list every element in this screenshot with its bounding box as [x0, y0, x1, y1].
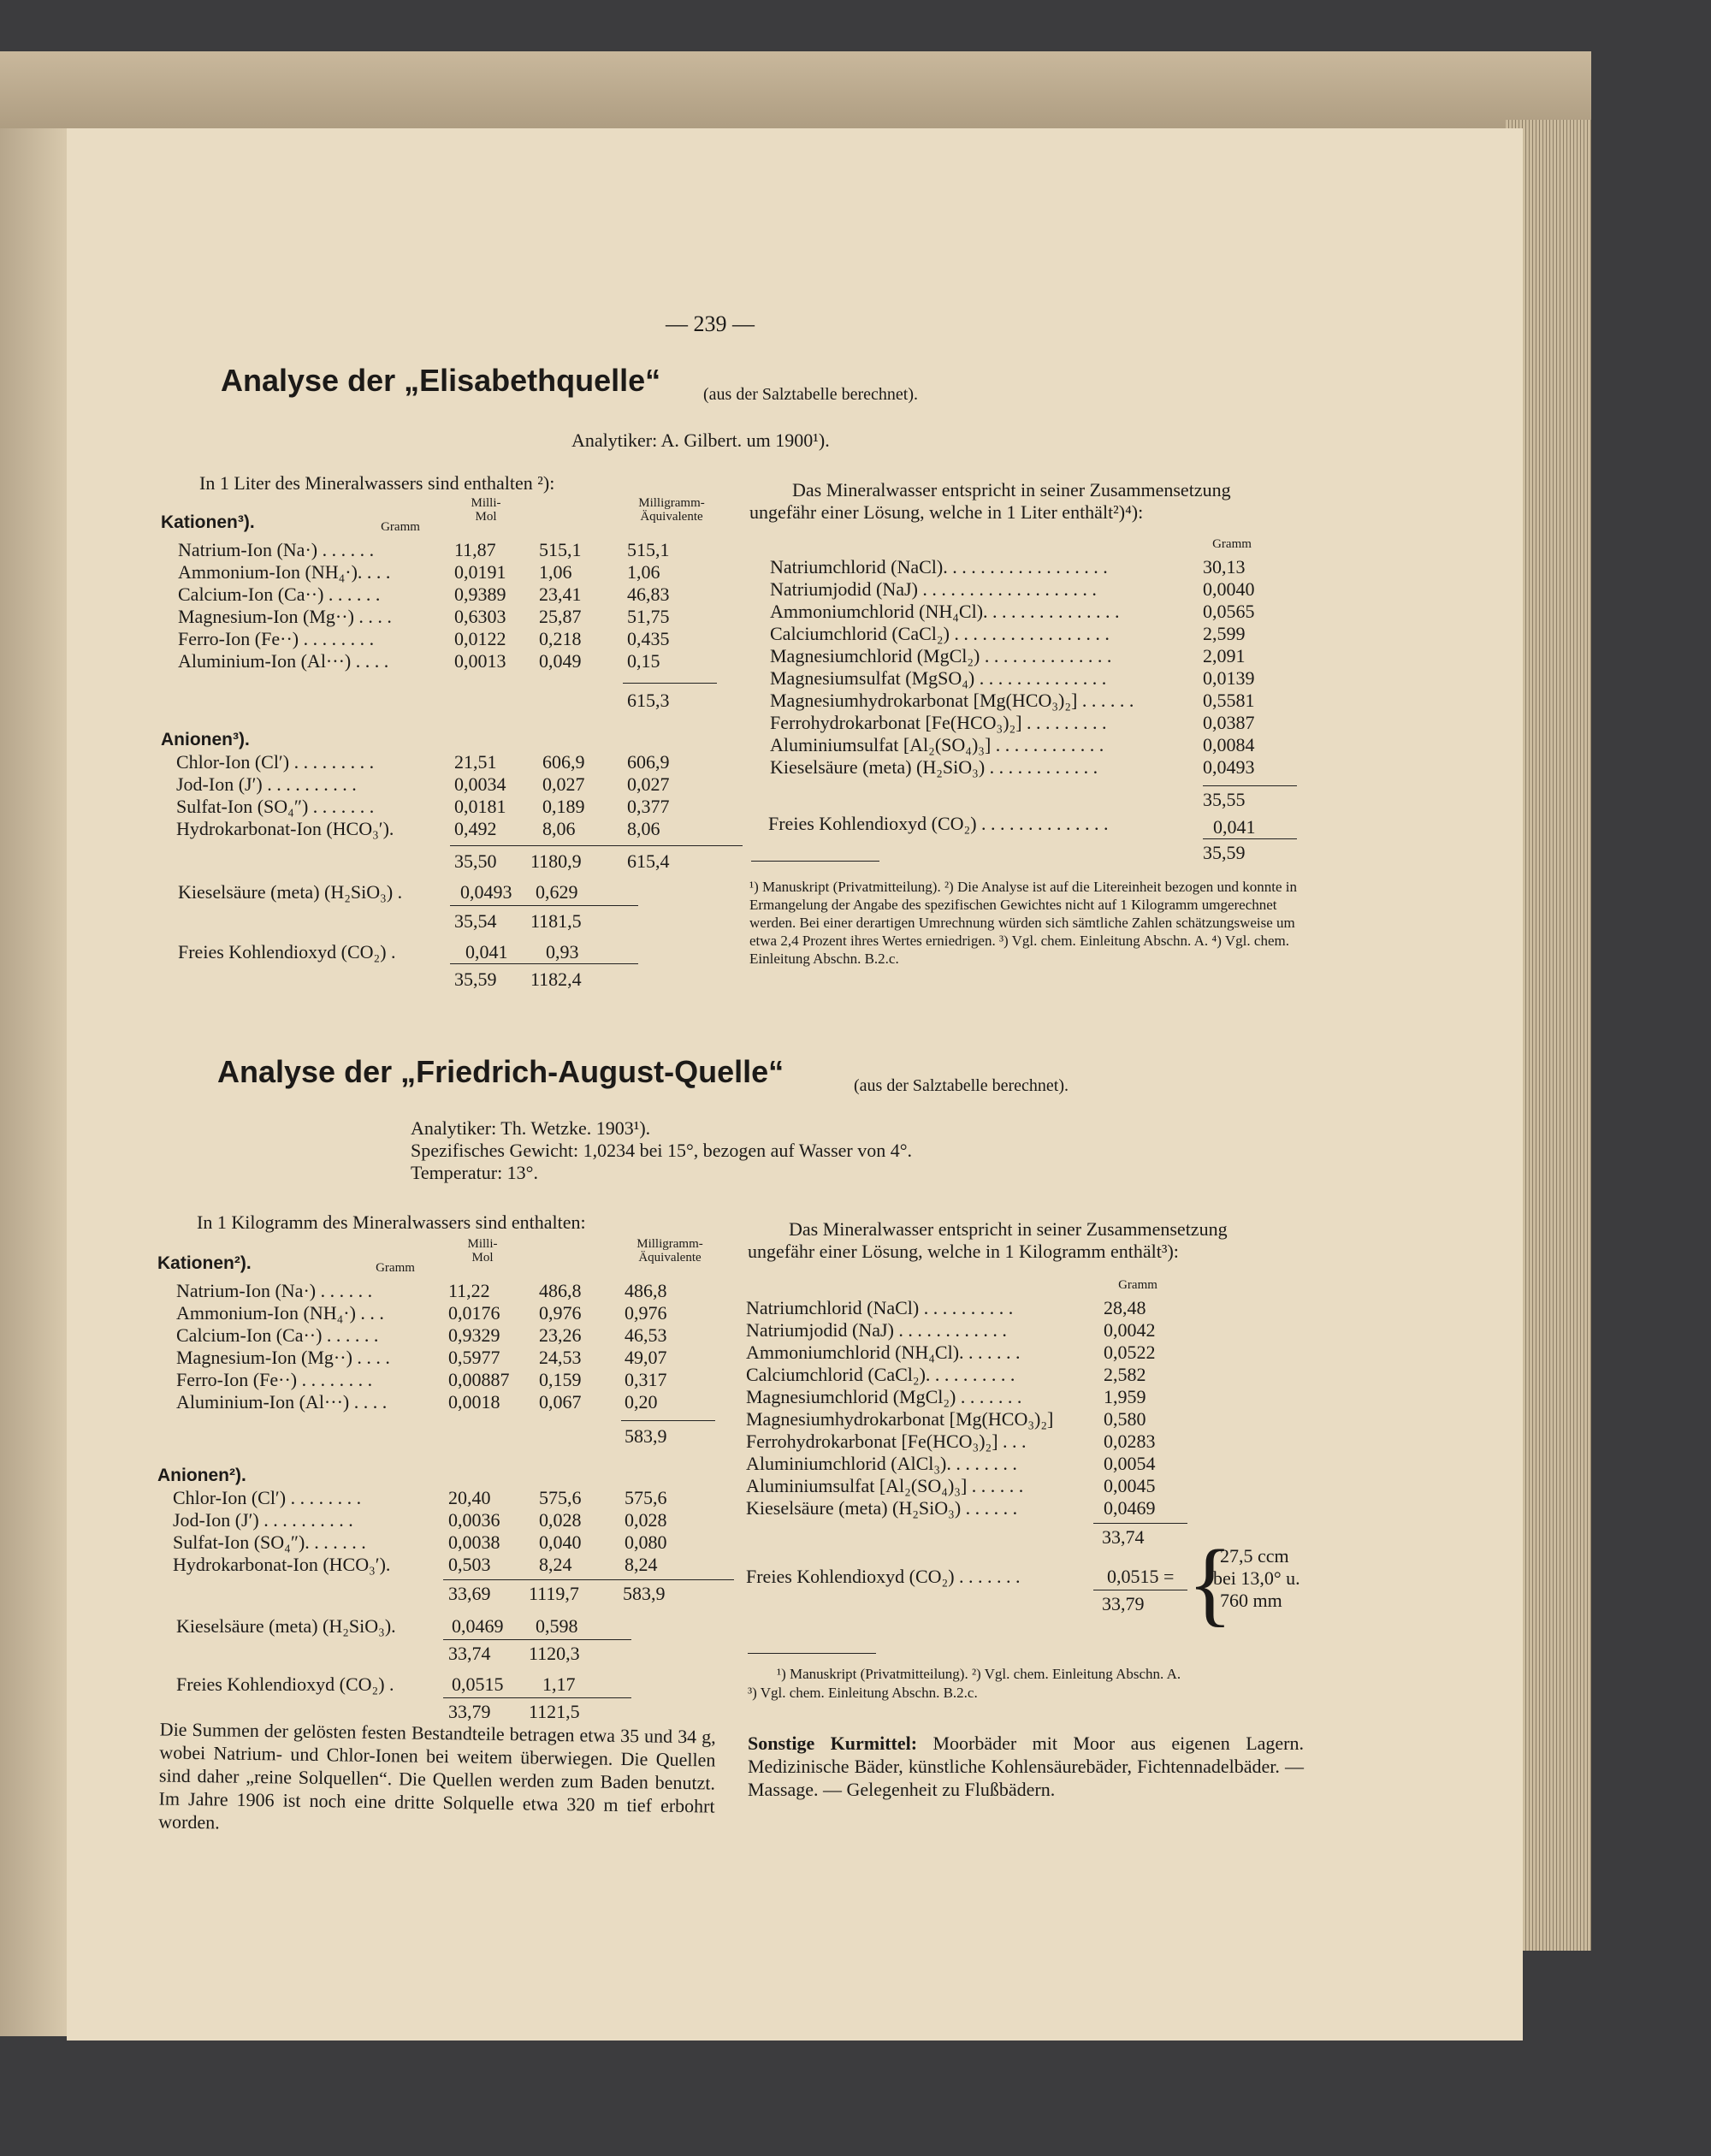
co2-mol: 0,93	[546, 941, 579, 962]
anion-row-gramm: 0,0038	[448, 1531, 500, 1553]
cation-sum: 583,9	[625, 1425, 667, 1447]
cation-sum: 615,3	[627, 690, 670, 711]
salt-row-name: Kieselsäure (meta) (H₂SiO₃) . . . . . . . . . . . .	[770, 756, 1098, 778]
salt-row-name: Calciumchlorid (CaCl₂) . . . . . . . . . . . . . . . . .	[770, 623, 1110, 644]
salt-row-name: Magnesiumsulfat (MgSO₄) . . . . . . . . . . . . . .	[770, 667, 1107, 689]
anion-row-name: Jod-Ion (J′) . . . . . . . . . .	[173, 1509, 353, 1531]
left-page-edge	[0, 128, 67, 2036]
cation-row-gramm: 0,00887	[448, 1369, 510, 1390]
salt-row-value: 0,0054	[1104, 1453, 1156, 1474]
cation-row-gramm: 11,87	[454, 539, 496, 560]
col-gramm: Gramm	[381, 520, 420, 534]
section1-title-note: (aus der Salztabelle berechnet).	[703, 385, 918, 404]
col-mol: Mol	[471, 1251, 494, 1265]
anion-row-aeq: 8,06	[627, 818, 660, 839]
salt-row-name: Ferrohydrokarbonat [Fe(HCO₃)₂] . . .	[746, 1430, 1027, 1452]
sum2-mol: 1120,3	[529, 1643, 580, 1664]
page-number: — 239 —	[666, 311, 755, 336]
col-mol: Mol	[475, 510, 497, 524]
s2-right-co2-v: 0,0515 =	[1107, 1566, 1175, 1587]
salt-row-name: Ammoniumchlorid (NH₄Cl). . . . . . . . . . . . . . .	[770, 601, 1120, 622]
anion-row-mol: 606,9	[542, 751, 585, 773]
kationen-heading: Kationen³).	[161, 512, 255, 532]
s2-right-co2: Freies Kohlendioxyd (CO₂) . . . . . . .	[746, 1566, 1021, 1587]
footnote-rule	[751, 861, 879, 862]
col-mg: Milligramm-	[636, 1237, 703, 1251]
cation-row-mol: 486,8	[539, 1280, 582, 1301]
anion-row-mol: 0,027	[542, 773, 585, 795]
anion-row-gramm: 0,492	[454, 818, 497, 839]
rule	[623, 683, 717, 684]
anionen-heading: Anionen²).	[157, 1466, 246, 1485]
col-milli: Milli-	[467, 1237, 498, 1251]
s2-footnote2: ³) Vgl. chem. Einleitung Abschn. B.2.c.	[748, 1685, 978, 1701]
rule	[443, 1697, 631, 1698]
cation-row-mol: 24,53	[539, 1347, 582, 1368]
s1-right-gramm: Gramm	[1212, 537, 1252, 551]
cation-row-gramm: 0,9389	[454, 583, 506, 605]
cation-row-aeq: 486,8	[625, 1280, 667, 1301]
salt-row-value: 0,5581	[1203, 690, 1255, 711]
salt-row-name: Magnesiumchlorid (MgCl₂) . . . . . . . . . . . . . .	[770, 645, 1112, 666]
anion-row-name: Chlor-Ion (Cl′) . . . . . . . . .	[176, 751, 375, 773]
salt-row-value: 1,959	[1104, 1386, 1146, 1407]
s1-salt-sum: 35,55	[1203, 789, 1246, 810]
cation-row-gramm: 0,0013	[454, 650, 506, 672]
salt-row-name: Magnesiumchlorid (MgCl₂) . . . . . . .	[746, 1386, 1022, 1407]
s1-right-intro2: ungefähr einer Lösung, welche in 1 Liter enthält²)⁴):	[749, 501, 1144, 523]
sum1-aeq: 615,4	[627, 850, 670, 872]
kationen-heading: Kationen²).	[157, 1253, 252, 1273]
anion-row-name: Hydrokarbonat-Ion (HCO₃′).	[173, 1554, 391, 1575]
salt-row-value: 0,0040	[1203, 578, 1255, 600]
anion-row-gramm: 0,0181	[454, 796, 506, 817]
salt-row-value: 2,599	[1203, 623, 1246, 644]
co2-g: 0,041	[465, 941, 508, 962]
salt-row-value: 0,0493	[1203, 756, 1255, 778]
sum3-mol: 1182,4	[530, 968, 582, 990]
cation-row-name: Calcium-Ion (Ca··) . . . . . .	[178, 583, 381, 605]
rule	[1093, 1523, 1187, 1524]
rule	[443, 1579, 734, 1580]
s1-right-intro1: Das Mineralwasser entspricht in seiner Zusammensetzung	[792, 479, 1231, 500]
salt-row-name: Natriumjodid (NaJ) . . . . . . . . . . . .	[746, 1319, 1007, 1341]
rule	[1203, 785, 1297, 786]
rule	[450, 905, 638, 906]
cation-row-aeq: 46,53	[625, 1324, 667, 1346]
cation-row-aeq: 1,06	[627, 561, 660, 583]
salt-row-name: Calciumchlorid (CaCl₂). . . . . . . . . .	[746, 1364, 1015, 1385]
anion-row-gramm: 0,0034	[454, 773, 506, 795]
kiesel-mol: 0,629	[536, 881, 578, 903]
cation-row-name: Aluminium-Ion (Al···) . . . .	[176, 1391, 388, 1413]
salt-row-name: Ferrohydrokarbonat [Fe(HCO₃)₂] . . . . . . . . .	[770, 712, 1107, 733]
s2-right-intro1: Das Mineralwasser entspricht in seiner Zusammensetzung	[789, 1218, 1228, 1240]
s2-right-gramm: Gramm	[1118, 1278, 1157, 1292]
s1-footnote: ¹) Manuskript (Privatmitteilung). ²) Die Analyse ist auf die Litereinheit bezogen und konnte in Ermangelung der Angabe des spezifischen Gewichtes nicht auf 1 Kilogramm umgerechnet werden. Bei einer derartigen Umrechnung würden sich sämtliche Zahlen schätzungsweise um etwa 2,4 Prozent ihres Wertes erniedrigen. ³) Vgl. chem. Einleitung Abschn. A. ⁴) Vgl. chem. Einleitung Abschn. B.2.c.	[749, 879, 1297, 967]
cation-row-mol: 1,06	[539, 561, 572, 583]
cation-row-gramm: 0,5977	[448, 1347, 500, 1368]
cation-row-gramm: 0,0176	[448, 1302, 500, 1324]
salt-row-value: 0,0522	[1104, 1342, 1156, 1363]
salt-row-value: 2,582	[1104, 1364, 1146, 1385]
cation-row-mol: 23,26	[539, 1324, 582, 1346]
anion-row-aeq: 8,24	[625, 1554, 658, 1575]
section2-temp: Temperatur: 13°.	[411, 1162, 538, 1183]
salt-row-value: 2,091	[1203, 645, 1246, 666]
cation-row-aeq: 0,976	[625, 1302, 667, 1324]
s1-right-co2-v: 0,041	[1213, 816, 1256, 838]
cation-row-gramm: 0,6303	[454, 606, 506, 627]
section2-analyst: Analytiker: Th. Wetzke. 1903¹).	[411, 1117, 651, 1139]
section1-title: Analyse der „Elisabethquelle“	[221, 363, 661, 398]
salt-row-name: Natriumchlorid (NaCl). . . . . . . . . . . . . . . . . .	[770, 556, 1108, 578]
cation-row-mol: 23,41	[539, 583, 582, 605]
salt-row-name: Aluminiumsulfat [Al₂(SO₄)₃] . . . . . .	[746, 1475, 1024, 1496]
rule	[621, 1420, 715, 1421]
s2-right-intro2: ungefähr einer Lösung, welche in 1 Kilogramm enthält³):	[748, 1241, 1179, 1262]
cation-row-aeq: 51,75	[627, 606, 670, 627]
salt-row-value: 0,0387	[1203, 712, 1255, 733]
brace-line3: 760 mm	[1220, 1590, 1282, 1611]
cation-row-mol: 25,87	[539, 606, 582, 627]
kiesel-g: 0,0469	[452, 1615, 504, 1637]
anion-row-aeq: 606,9	[627, 751, 670, 773]
kurmittel-paragraph	[748, 1732, 1304, 1801]
section1-intro: In 1 Liter des Mineralwassers sind enthalten ²):	[199, 472, 555, 494]
section2-gewicht: Spezifisches Gewicht: 1,0234 bei 15°, bezogen auf Wasser von 4°.	[411, 1140, 913, 1161]
cation-row-aeq: 46,83	[627, 583, 670, 605]
footnote-rule	[748, 1653, 876, 1654]
salt-row-value: 0,0283	[1104, 1430, 1156, 1452]
salt-row-name: Magnesiumhydrokarbonat [Mg(HCO₃)₂]	[746, 1408, 1054, 1430]
cation-row-mol: 0,049	[539, 650, 582, 672]
cation-row-name: Ferro-Ion (Fe··) . . . . . . . .	[178, 628, 375, 649]
cation-row-name: Ammonium-Ion (NH₄·) . . .	[176, 1302, 384, 1324]
anionen-heading: Anionen³).	[161, 730, 250, 749]
cation-row-aeq: 515,1	[627, 539, 670, 560]
co2-mol: 1,17	[542, 1673, 576, 1695]
cation-row-gramm: 0,9329	[448, 1324, 500, 1346]
sum1-aeq: 583,9	[623, 1583, 666, 1604]
cation-row-mol: 0,067	[539, 1391, 582, 1413]
s1-right-total: 35,59	[1203, 842, 1246, 863]
cation-row-name: Ferro-Ion (Fe··) . . . . . . . .	[176, 1369, 373, 1390]
anion-row-gramm: 0,0036	[448, 1509, 500, 1531]
sum1-mol: 1119,7	[529, 1583, 579, 1604]
anion-row-mol: 8,24	[539, 1554, 572, 1575]
kiesel-name: Kieselsäure (meta) (H₂SiO₃).	[176, 1615, 396, 1637]
sum2-mol: 1181,5	[530, 910, 582, 932]
salt-row-name: Aluminiumsulfat [Al₂(SO₄)₃] . . . . . . . . . . . .	[770, 734, 1104, 755]
salt-row-value: 0,580	[1104, 1408, 1146, 1430]
anion-row-gramm: 20,40	[448, 1487, 491, 1508]
co2-g: 0,0515	[452, 1673, 504, 1695]
kiesel-g: 0,0493	[460, 881, 512, 903]
brace-line1: 27,5 ccm	[1220, 1545, 1289, 1567]
brace: {	[1187, 1531, 1233, 1635]
sum1-g: 35,50	[454, 850, 497, 872]
anion-row-name: Sulfat-Ion (SO₄″). . . . . . .	[173, 1531, 366, 1553]
salt-row-name: Kieselsäure (meta) (H₂SiO₃) . . . . . .	[746, 1497, 1018, 1519]
cation-row-name: Magnesium-Ion (Mg··) . . . .	[176, 1347, 390, 1368]
s2-salt-sum: 33,74	[1102, 1526, 1145, 1548]
summary-paragraph: Die Summen der gelösten festen Bestandteile betragen etwa 35 und 34 g, wobei Natrium- und Chlor-Ionen bei weitem überwiegen. Die Quellen sind daher „reine Solquellen“. Die Quellen werden zum Baden benutzt. Im Jahre 1906 ist noch eine dritte Solquelle etwa 320 m tief erbohrt worden.	[158, 1718, 716, 1833]
cation-row-name: Natrium-Ion (Na·) . . . . . .	[178, 539, 375, 560]
co2-name: Freies Kohlendioxyd (CO₂) .	[176, 1673, 394, 1695]
sum3-g: 35,59	[454, 968, 497, 990]
section1-analyst: Analytiker: A. Gilbert. um 1900¹).	[571, 429, 830, 451]
salt-row-value: 0,0042	[1104, 1319, 1156, 1341]
anion-row-mol: 0,040	[539, 1531, 582, 1553]
cation-row-aeq: 0,317	[625, 1369, 667, 1390]
anion-row-mol: 0,189	[542, 796, 585, 817]
anion-row-gramm: 21,51	[454, 751, 497, 773]
section2-title: Analyse der „Friedrich-August-Quelle“	[217, 1054, 784, 1089]
cation-row-name: Magnesium-Ion (Mg··) . . . .	[178, 606, 392, 627]
salt-row-value: 0,0565	[1203, 601, 1255, 622]
rule	[1203, 838, 1297, 839]
anion-row-name: Chlor-Ion (Cl′) . . . . . . . .	[173, 1487, 362, 1508]
s2-right-total: 33,79	[1102, 1593, 1145, 1614]
col-milli: Milli-	[471, 496, 501, 510]
salt-row-name: Magnesiumhydrokarbonat [Mg(HCO₃)₂] . . . . . .	[770, 690, 1134, 711]
cation-row-mol: 515,1	[539, 539, 582, 560]
cation-row-aeq: 0,435	[627, 628, 670, 649]
col-gramm: Gramm	[376, 1261, 415, 1275]
cation-row-aeq: 0,20	[625, 1391, 658, 1413]
s2-footnote1: ¹) Manuskript (Privatmitteilung). ²) Vgl. chem. Einleitung Abschn. A.	[777, 1666, 1181, 1682]
anion-row-mol: 8,06	[542, 818, 576, 839]
salt-row-value: 0,0139	[1203, 667, 1255, 689]
rule	[450, 963, 638, 964]
cation-row-mol: 0,976	[539, 1302, 582, 1324]
cation-row-name: Calcium-Ion (Ca··) . . . . . .	[176, 1324, 379, 1346]
anion-row-aeq: 0,027	[627, 773, 670, 795]
book-page	[67, 128, 1523, 2040]
cation-row-gramm: 0,0191	[454, 561, 506, 583]
sum3-g: 33,79	[448, 1701, 491, 1722]
anion-row-name: Sulfat-Ion (SO₄″) . . . . . . .	[176, 796, 375, 817]
cation-row-name: Ammonium-Ion (NH₄·). . . .	[178, 561, 391, 583]
sum2-g: 33,74	[448, 1643, 491, 1664]
cation-row-aeq: 0,15	[627, 650, 660, 672]
co2-name: Freies Kohlendioxyd (CO₂) .	[178, 941, 396, 962]
cation-row-mol: 0,218	[539, 628, 582, 649]
salt-row-name: Aluminiumchlorid (AlCl₃). . . . . . . .	[746, 1453, 1017, 1474]
anion-row-name: Hydrokarbonat-Ion (HCO₃′).	[176, 818, 394, 839]
sum2-g: 35,54	[454, 910, 497, 932]
anion-row-aeq: 0,377	[627, 796, 670, 817]
s1-right-co2: Freies Kohlendioxyd (CO₂) . . . . . . . . . . . . . .	[768, 813, 1109, 834]
brace-line2: bei 13,0° u.	[1213, 1567, 1300, 1589]
anion-row-gramm: 0,503	[448, 1554, 491, 1575]
sum1-mol: 1180,9	[530, 850, 582, 872]
salt-row-value: 0,0045	[1104, 1475, 1156, 1496]
col-aeq: Äquivalente	[640, 510, 703, 524]
anion-row-aeq: 0,028	[625, 1509, 667, 1531]
anion-row-mol: 0,028	[539, 1509, 582, 1531]
anion-row-aeq: 575,6	[625, 1487, 667, 1508]
kurmittel-text: Moorbäder mit Moor aus eigenen Lagern. Medizinische Bäder, künstliche Kohlensäurebäder, Fichtennadelbäder. — Massage. — Gelegenheit zu Flußbädern.	[748, 1732, 1304, 1800]
cation-row-gramm: 0,0122	[454, 628, 506, 649]
cation-row-aeq: 49,07	[625, 1347, 667, 1368]
section2-intro: In 1 Kilogramm des Mineralwassers sind enthalten:	[197, 1211, 586, 1233]
section2-title-note: (aus der Salztabelle berechnet).	[854, 1076, 1069, 1095]
salt-row-value: 0,0084	[1203, 734, 1255, 755]
cation-row-mol: 0,159	[539, 1369, 582, 1390]
cation-row-name: Aluminium-Ion (Al···) . . . .	[178, 650, 389, 672]
cation-row-gramm: 0,0018	[448, 1391, 500, 1413]
sum3-mol: 1121,5	[529, 1701, 580, 1722]
col-mg: Milligramm-	[638, 496, 705, 510]
kurmittel-label: Sonstige Kurmittel:	[748, 1732, 918, 1754]
anion-row-name: Jod-Ion (J′) . . . . . . . . . .	[176, 773, 357, 795]
salt-row-value: 0,0469	[1104, 1497, 1156, 1519]
salt-row-name: Ammoniumchlorid (NH₄Cl). . . . . . .	[746, 1342, 1021, 1363]
kiesel-mol: 0,598	[536, 1615, 578, 1637]
salt-row-value: 28,48	[1104, 1297, 1146, 1318]
kiesel-name: Kieselsäure (meta) (H₂SiO₃) .	[178, 881, 403, 903]
anion-row-aeq: 0,080	[625, 1531, 667, 1553]
rule	[443, 1639, 631, 1640]
salt-row-value: 30,13	[1203, 556, 1246, 578]
rule	[450, 845, 743, 846]
anion-row-mol: 575,6	[539, 1487, 582, 1508]
salt-row-name: Natriumchlorid (NaCl) . . . . . . . . . .	[746, 1297, 1014, 1318]
cation-row-name: Natrium-Ion (Na·) . . . . . .	[176, 1280, 373, 1301]
col-aeq: Äquivalente	[638, 1251, 702, 1265]
salt-row-name: Natriumjodid (NaJ) . . . . . . . . . . . . . . . . . . .	[770, 578, 1097, 600]
sum1-g: 33,69	[448, 1583, 491, 1604]
cation-row-gramm: 11,22	[448, 1280, 490, 1301]
